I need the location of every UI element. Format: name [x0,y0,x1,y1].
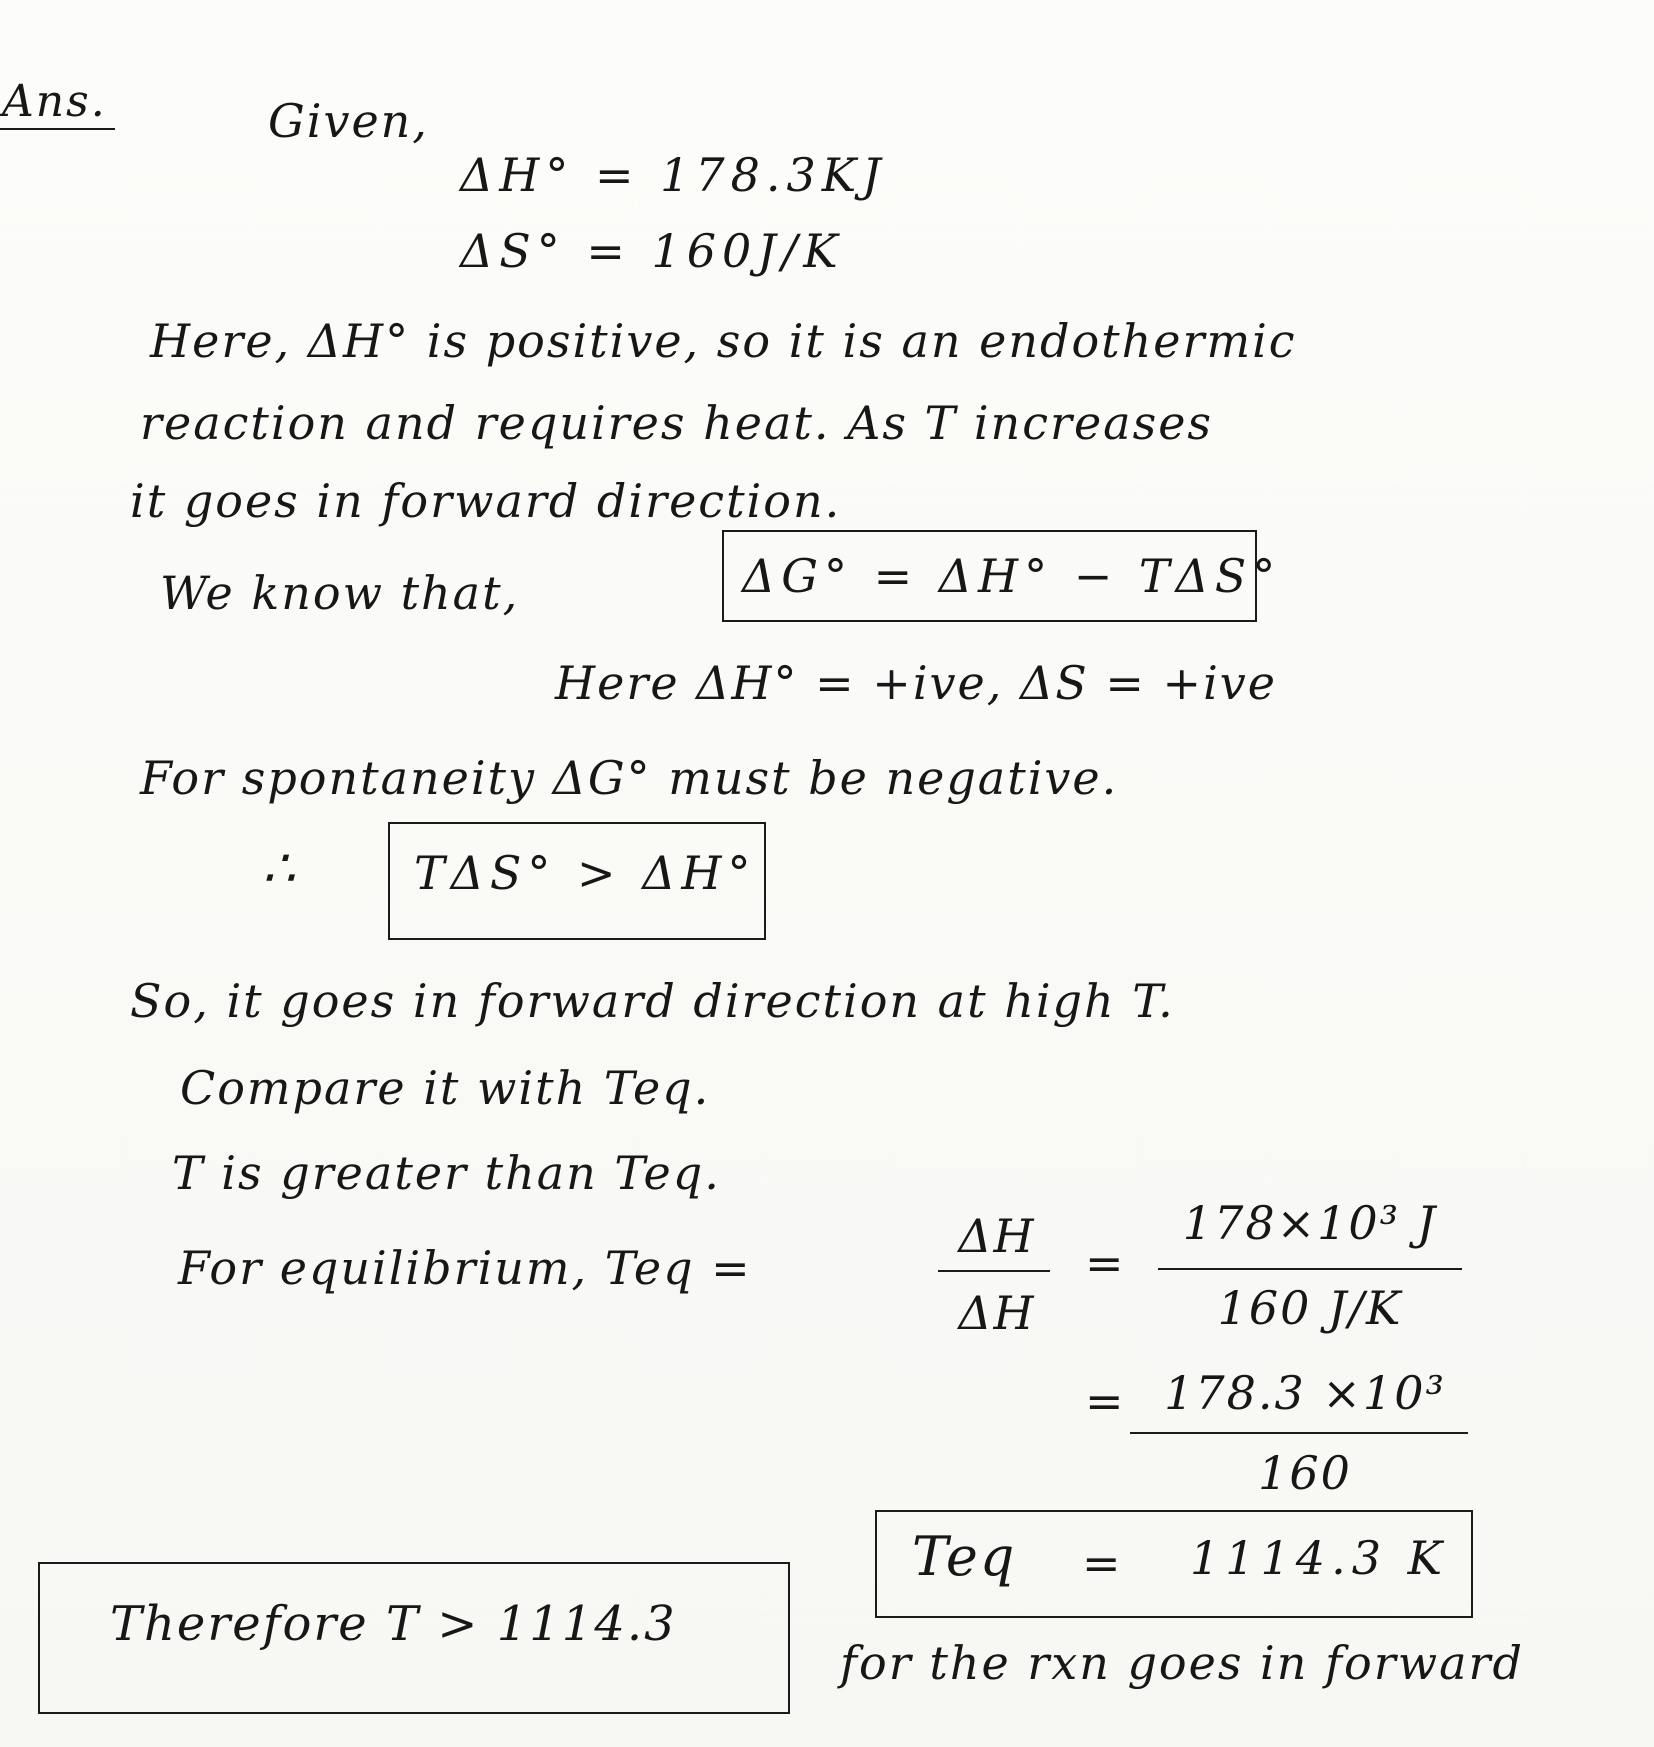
therefore-symbol: ∴ [262,839,298,899]
answer-label: Ans. [2,76,107,127]
equilibrium-label: For equilibrium, Teq = [178,1241,752,1295]
given-label: Given, [268,94,429,148]
conclusion-line-2: Compare it with Teq. [180,1061,711,1115]
conclusion-line-1: So, it goes in forward direction at high T. [130,974,1175,1028]
fraction-1-bar [938,1270,1050,1272]
fraction-1-denominator: ΔH [958,1286,1036,1340]
spontaneity-line: For spontaneity ΔG° must be negative. [140,751,1119,805]
explanation-line-2: reaction and requires heat. As T increases [140,396,1214,450]
given-enthalpy: ΔH° = 178.3KJ [460,148,887,202]
fraction-1-numerator: ΔH [958,1209,1036,1263]
sign-statement: Here ΔH° = +ive, ΔS = +ive [555,656,1277,710]
equals-sign-2: = [1085,1374,1126,1428]
fraction-2-bar [1158,1268,1462,1270]
footer-note: for the rxn goes in forward [840,1636,1524,1690]
know-that-label: We know that, [160,566,520,620]
conclusion-line-3: T is greater than Teq. [172,1146,721,1200]
result-equals: = [1082,1536,1123,1590]
therefore-statement: Therefore T > 1114.3 [110,1596,677,1652]
given-entropy: ΔS° = 160J/K [460,224,844,278]
fraction-3-denominator: 160 [1258,1446,1352,1500]
explanation-line-1: Here, ΔH° is positive, so it is an endothermic [150,314,1297,368]
explanation-line-3: it goes in forward direction. [130,474,842,528]
fraction-2-denominator: 160 J/K [1217,1281,1403,1335]
fraction-3-bar [1130,1432,1468,1434]
answer-underline [0,128,115,130]
fraction-3-numerator: 178.3 ×10³ [1164,1366,1446,1420]
result-teq: Teq [912,1525,1017,1588]
spontaneity-condition: TΔS° > ΔH° [414,846,757,900]
gibbs-formula: ΔG° = ΔH° − TΔS° [742,549,1282,603]
result-value: 1114.3 K [1190,1531,1448,1585]
fraction-2-numerator: 178×10³ J [1182,1196,1438,1250]
equals-sign-1: = [1085,1236,1126,1290]
